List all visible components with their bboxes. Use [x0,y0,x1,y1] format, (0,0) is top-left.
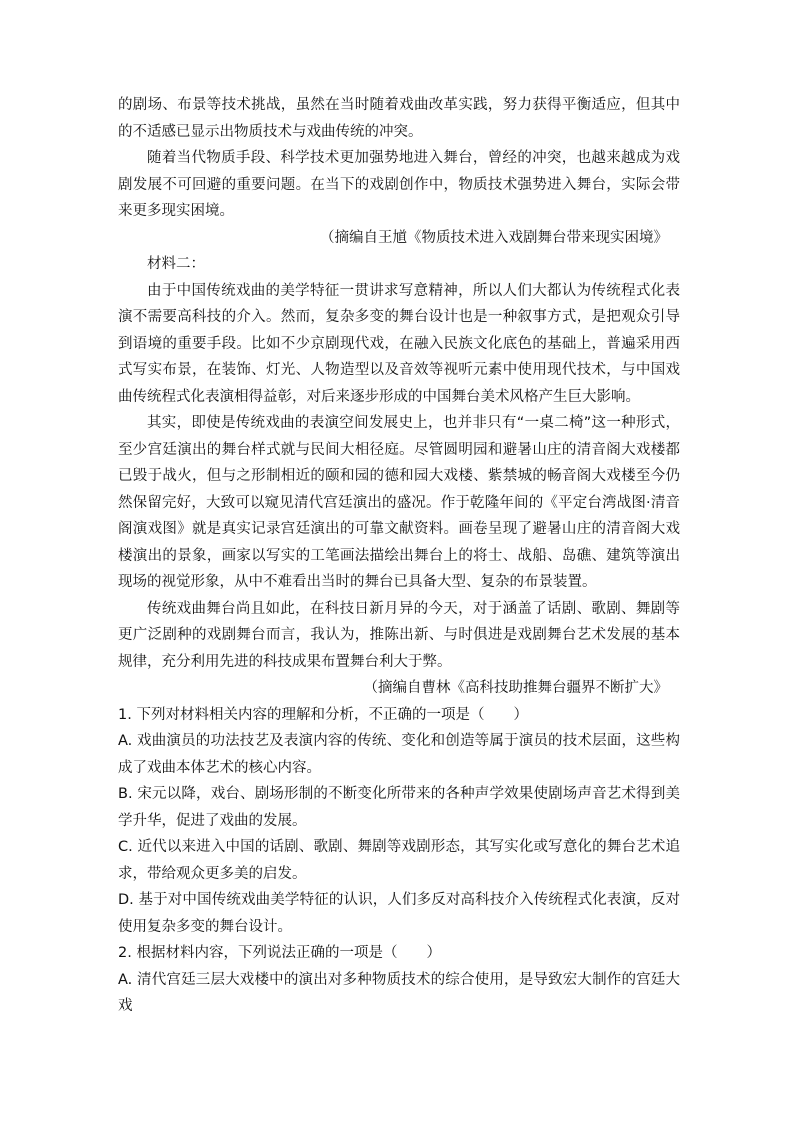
source-citation-1: （摘编自王馗《物质技术进入戏剧舞台带来现实困境》 [320,229,668,246]
paragraph-1: 的剧场、布景等技术挑战，虽然在当时随着戏曲改革实践，努力获得平衡适应，但其中的不适感已显示出物质技术与戏曲传统的冲突。 [118,97,680,140]
paragraph-5: 传统戏曲舞台尚且如此，在科技日新月异的今天，对于涵盖了话剧、歌剧、舞剧等更广泛剧种的戏剧舞台而言，我认为，推陈出新、与时俱进是戏剧舞台艺术发展的基本规律，充分利用先进的科技成果布置舞台利大于弊。 [118,600,680,670]
question-1-option-d: D. 基于对中国传统戏曲美学特征的认识，人们多反对高科技介入传统程式化表演，反对使用复杂多变的舞台设计。 [118,892,680,935]
question-1-option-a: A. 戏曲演员的功法技艺及表演内容的传统、变化和创造等属于演员的技术层面，这些构成了戏曲本体艺术的核心内容。 [118,733,680,776]
paragraph-4: 其实，即使是传统戏曲的表演空间发展史上，也并非只有“一桌二椅”这一种形式，至少宫廷演出的舞台样式就与民间大相径庭。尽管圆明园和避暑山庄的清音阁大戏楼都已毁于战火，但与之形制相近的颐和园的德和园大戏楼、紫禁城的畅音阁大戏楼至今仍然保留完好，大致可以窥见清代宫廷演出的盛况。作于乾隆年间的《平定台湾战图·清音阁演戏图》就是真实记录宫廷演出的可靠文献资料。画卷呈现了避暑山庄的清音阁大戏楼演出的景象，画家以写实的工笔画法描绘出舞台上的将士、战船、岛礁、建筑等演出现场的视觉形象，从中不难看出当时的舞台已具备大型、复杂的布景装置。 [118,415,680,590]
material-2-heading: 材料二： [147,256,205,272]
paragraph-3: 由于中国传统戏曲的美学特征一贯讲求写意精神，所以人们大都认为传统程式化表演不需要高科技的介入。然而，复杂多变的舞台设计也是一种叙事方式，是把观众引导到语境的重要手段。比如不少京剧现代戏，在融入民族文化底色的基础上，普遍采用西式写实布景，在装饰、灯光、人物造型以及音效等视听元素中使用现代技术，与中国戏曲传统程式化表演相得益彰，对后来逐步形成的中国舞台美术风格产生巨大影响。 [118,282,680,405]
question-2-option-a: A. 清代宫廷三层大戏楼中的演出对多种物质技术的综合使用，是导致宏大制作的宫廷大戏 [118,971,680,1014]
paragraph-2: 随着当代物质手段、科学技术更加强势地进入舞台，曾经的冲突，也越来越成为戏剧发展不可回避的重要问题。在当下的戏剧创作中，物质技术强势进入舞台，实际会带来更多现实困境。 [118,150,680,219]
question-1-option-c: C. 近代以来进入中国的话剧、歌剧、舞剧等戏剧形态，其写实化或写意化的舞台艺术追求，带给观众更多美的启发。 [118,839,680,882]
question-1: 1. 下列对材料相关内容的理解和分析，不正确的一项是（ ） [118,706,528,723]
document-page [118,92,680,1020]
question-2: 2. 根据材料内容，下列说法正确的一项是（ ） [118,945,441,961]
question-1-option-b: B. 宋元以降，戏台、剧场形制的不断变化所带来的各种声学效果使剧场声音艺术得到美学升华，促进了戏曲的发展。 [118,786,680,829]
source-citation-2: （摘编自曹林《高科技助推舞台疆界不断扩大》 [363,680,668,696]
